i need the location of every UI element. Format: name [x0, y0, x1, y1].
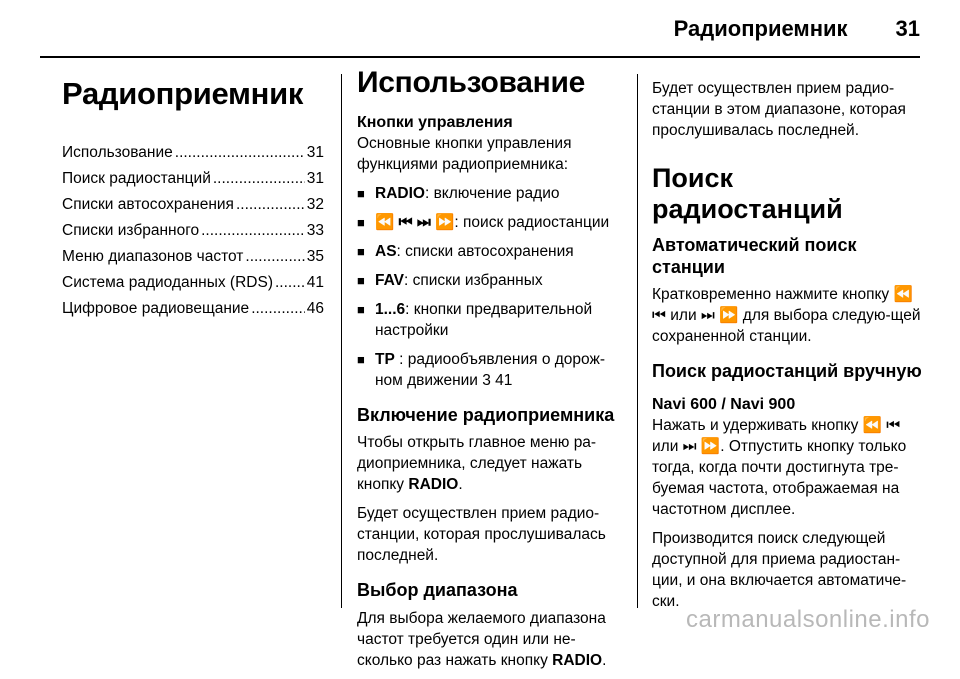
toc-item-page: 46 — [306, 299, 324, 317]
switch-on-paragraph: Чтобы открыть главное меню ра-диоприемника, следует нажать кнопку RADIO. — [357, 434, 597, 494]
switch-on-paragraph-2: Будет осуществлен прием радио-станции, которая прослушивалась последней. — [357, 505, 606, 565]
switch-on-heading: Включение радиоприемника — [357, 404, 615, 425]
toc-item-label: Списки автосохранения — [62, 195, 234, 213]
column-divider-1 — [341, 74, 342, 608]
toc-item-label: Система радиоданных (RDS) — [62, 273, 273, 291]
toc-item[interactable] — [62, 140, 324, 166]
usage-column — [357, 66, 619, 679]
radio-key: RADIO — [552, 651, 603, 669]
control-key: TP — [375, 350, 395, 368]
control-key: 1...6 — [375, 300, 406, 318]
toc-item-page: 31 — [306, 143, 324, 161]
toc-item-page: 33 — [306, 221, 324, 239]
control-key: FAV — [375, 271, 404, 289]
navi-model-heading: Navi 600 / Navi 900 — [652, 395, 796, 413]
radio-key: RADIO — [408, 476, 459, 494]
column-divider-2 — [637, 74, 638, 608]
band-continue-paragraph: Будет осуществлен прием радио-станции в этом диапазоне, которая прослушивалась последней. — [652, 80, 906, 139]
toc-item[interactable] — [62, 244, 324, 270]
toc-item-page: 31 — [306, 169, 324, 187]
control-key: AS — [375, 242, 397, 260]
toc-item-label: Списки избранного — [62, 221, 200, 239]
controls-intro: Основные кнопки управления функциями радиоприемника: — [357, 134, 572, 173]
list-item: ■ ⏪ ⏮ ⏭ ⏩: поиск радиостанции — [357, 212, 619, 233]
toc-item-label: Использование — [62, 143, 173, 161]
list-item: ■ RADIO: включение радио — [357, 183, 619, 204]
toc-item[interactable] — [62, 270, 324, 296]
seek-keys-icon: ⏪ ⏮ ⏭ ⏩ — [375, 213, 455, 231]
toc-item[interactable] — [62, 296, 324, 322]
search-column — [652, 66, 924, 620]
toc-item-label: Поиск радиостанций — [62, 169, 211, 187]
toc-column — [62, 66, 324, 322]
list-item: ■ FAV: списки избранных — [357, 270, 619, 291]
auto-search-heading: Автоматический поиск станции — [652, 235, 857, 277]
header-title: Радиоприемник — [673, 16, 848, 41]
toc-item-page: 41 — [306, 273, 324, 291]
usage-title: Использование — [357, 66, 586, 99]
page-number: 31 — [895, 16, 920, 41]
toc-item[interactable] — [62, 218, 324, 244]
controls-heading: Кнопки управления — [357, 113, 513, 131]
toc-item-label: Цифровое радиовещание — [62, 299, 250, 317]
toc-title: Радиоприемник — [62, 76, 304, 111]
manual-search-paragraph-2: Производится поиск следующей доступной для приема радиостан-ции, и она включается автоматиче-ски. — [652, 529, 907, 610]
header-rule — [40, 56, 920, 58]
manual-search-heading: Поиск радиостанций вручную — [652, 361, 922, 382]
toc-list — [62, 140, 324, 322]
watermark: carmanualsonline.info — [686, 606, 930, 633]
toc-item-page: 32 — [306, 195, 324, 213]
auto-search-paragraph: Кратковременно нажмите кнопку ⏪ ⏮ или ⏭ ⏩ для выбора следую-щей сохраненной станции. — [652, 286, 921, 346]
toc-item-label: Меню диапазонов частот — [62, 247, 244, 265]
toc-item[interactable] — [62, 192, 324, 218]
page-header — [674, 16, 920, 42]
search-title: Поиск радиостанций — [652, 163, 843, 225]
band-paragraph: Для выбора желаемого диапазона частот требуется один или не-сколько раз нажать кнопку RADIO. — [357, 609, 607, 669]
manual-search-paragraph-1: Нажать и удерживать кнопку ⏪ ⏮ или ⏭ ⏩. Отпустить кнопку только тогда, когда почти достигнута тре-буемая частота, отображаемая на частотном дисплее. — [652, 416, 907, 518]
controls-list — [357, 183, 619, 391]
list-item: ■ AS: списки автосохранения — [357, 241, 619, 262]
control-key: RADIO — [375, 184, 425, 202]
list-item: ■ 1...6: кнопки предварительной настройки — [357, 299, 619, 341]
band-heading: Выбор диапазона — [357, 580, 518, 601]
list-item: ■ TP : радиообъявления о дорож-ном движении 3 41 — [357, 349, 619, 391]
toc-item[interactable] — [62, 166, 324, 192]
toc-item-page: 35 — [306, 247, 324, 265]
